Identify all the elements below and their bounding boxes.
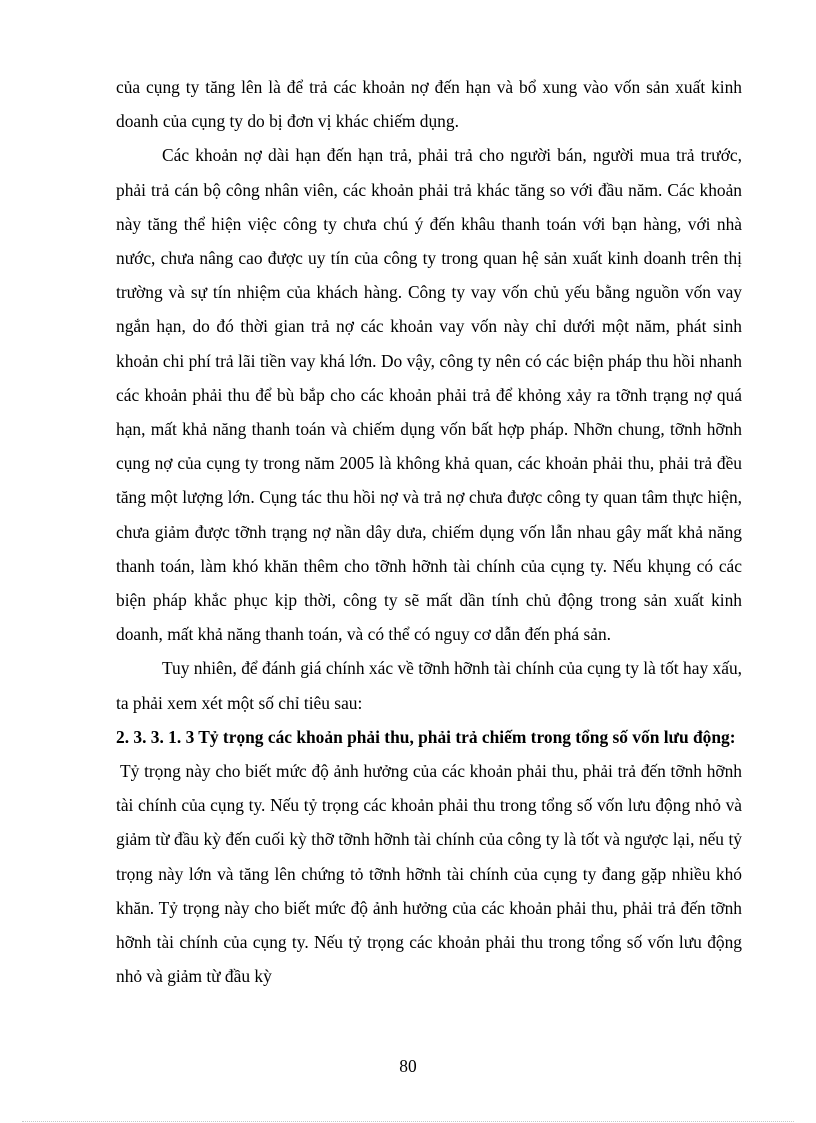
paragraph-ratio-explanation: Tỷ trọng này cho biết mức độ ảnh hưởng của các khoản phải thu, phải trả đến tỡnh hỡnh tài chính của cụng ty. Nếu tỷ trọng các khoản phải thu trong tổng số vốn lưu động nhỏ và giảm từ đầu kỳ đến cuối kỳ thỡ tỡnh hỡnh tài chính của công ty là tốt và ngược lại, nếu tỷ trọng này lớn và tăng lên chứng tỏ tỡnh hỡnh tài chính của cụng ty đang gặp nhiều khó khăn. Tỷ trọng này cho biết mức độ ảnh hưởng của các khoản phải thu, phải trả đến tỡnh hỡnh tài chính của cụng ty. Nếu tỷ trọng các khoản phải thu trong tổng số vốn lưu động nhỏ và giảm từ đầu kỳ <box>116 761 742 987</box>
section-heading: 2. 3. 3. 1. 3 Tỷ trọng các khoản phải thu, phải trả chiếm trong tổng số vốn lưu động: <box>116 726 736 747</box>
paragraph-debts-analysis: Các khoản nợ dài hạn đến hạn trả, phải trả cho người bán, người mua trả trước, phải trả cán bộ công nhân viên, các khoản phải trả khác tăng so với đầu năm. Các khoản này tăng thể hiện việc công ty chưa chú ý đến khâu thanh toán với bạn hàng, với nhà nước, chưa nâng cao được uy tín của công ty trong quan hệ sản xuất kinh doanh trên thị trường và sự tín nhiệm của khách hàng. Công ty vay vốn chủ yếu bằng nguồn vốn vay ngắn hạn, do đó thời gian trả nợ các khoản vay vốn này chỉ dưới một năm, phát sinh khoản chi phí trả lãi tiền vay khá lớn. Do vậy, công ty nên có các biện pháp thu hồi nhanh các khoản phải thu để bù bắp cho các khoản phải trả để khỏng xảy ra tỡnh trạng nợ quá hạn, mất khả năng thanh toán và chiếm dụng vốn bất hợp pháp. Nhỡn chung, tỡnh hỡnh cụng nợ của cụng ty trong năm 2005 là không khả quan, các khoản phải thu, phải trả đều tăng một lượng lớn. Cụng tác thu hồi nợ và trả nợ chưa được công ty quan tâm thực hiện, chưa giảm được tỡnh trạng nợ nần dây dưa, chiếm dụng vốn lẫn nhau gây mất khả năng thanh toán, làm khó khăn thêm cho tỡnh hỡnh tài chính của cụng ty. Nếu khụng có các biện pháp khắc phục kịp thời, công ty sẽ mất dần tính chủ động trong sản xuất kinh doanh, mất khả năng thanh toán, và có thể có nguy cơ dẫn đến phá sản. <box>116 145 742 645</box>
document-page <box>116 70 742 993</box>
paragraph-evaluation-intro: Tuy nhiên, để đánh giá chính xác về tỡnh hỡnh tài chính của cụng ty là tốt hay xấu, ta phải xem xét một số chỉ tiêu sau: <box>116 658 742 713</box>
footer-divider <box>22 1121 794 1122</box>
paragraph-continuation: của cụng ty tăng lên là để trả các khoản nợ đến hạn và bổ xung vào vốn sản xuất kinh doanh của cụng ty do bị đơn vị khác chiếm dụng. <box>116 77 742 132</box>
page-number: 80 <box>399 1056 417 1076</box>
